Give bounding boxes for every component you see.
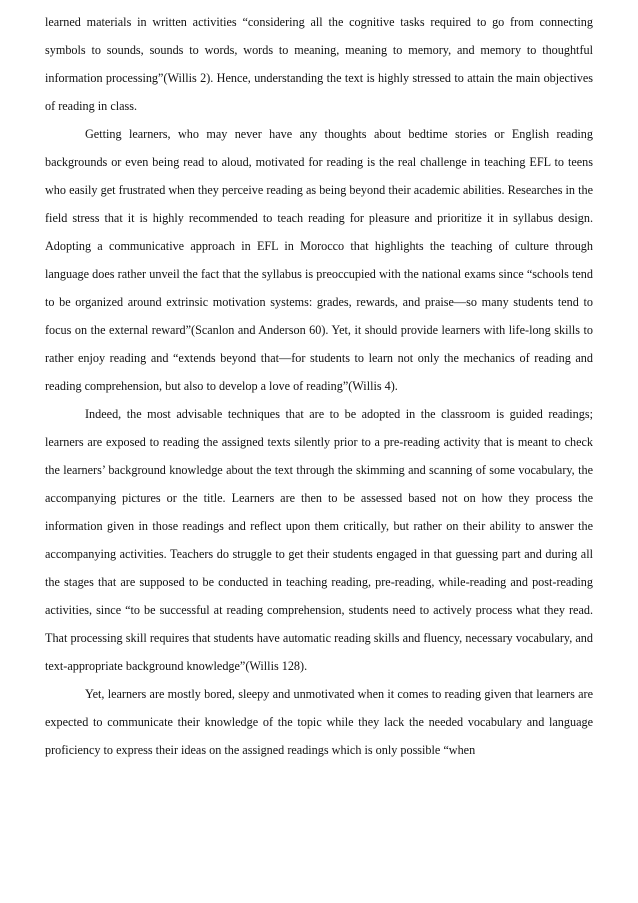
paragraph-2: Getting learners, who may never have any thoughts about bedtime stories or English reading backgrounds or even being read to aloud, motivated for reading is the real challenge in teaching EFL to teens who easily get frustrated when they perceive reading as being beyond their academic abilities. Researches in the field stress that it is highly recommended to teach reading for pleasure and prioritize it in syllabus design. Adopting a communicative approach in EFL in Morocco that highlights the teaching of culture through language does rather unveil the fact that the syllabus is preoccupied with the national exams since “schools tend to be organized around extrinsic motivation systems: grades, rewards, and praise—so many students tend to focus on the external reward”(Scanlon and Anderson 60). Yet, it should provide learners with life-long skills to rather enjoy reading and “extends beyond that—for students to learn not only the mechanics of reading and reading comprehension, but also to develop a love of reading”(Willis 4). [45,127,593,393]
document-page [45,8,593,764]
paragraph-3: Indeed, the most advisable techniques that are to be adopted in the classroom is guided readings; learners are exposed to reading the assigned texts silently prior to a pre-reading activity that is meant to check the learners’ background knowledge about the text through the skimming and scanning of some vocabulary, the accompanying pictures or the title. Learners are then to be assessed based not on how they process the information given in those readings and reflect upon them critically, but rather on their ability to answer the accompanying activities. Teachers do struggle to get their students engaged in that guessing part and during all the stages that are supposed to be conducted in teaching reading, pre-reading, while-reading and post-reading activities, since “to be successful at reading comprehension, students need to actively process what they read. That processing skill requires that students have automatic reading skills and fluency, necessary vocabulary, and text-appropriate background knowledge”(Willis 128). [45,407,593,673]
paragraph-1: learned materials in written activities “considering all the cognitive tasks required to go from connecting symbols to sounds, sounds to words, words to meaning, meaning to memory, and memory to thoughtful information processing”(Willis 2). Hence, understanding the text is highly stressed to attain the main objectives of reading in class. [45,15,593,113]
paragraph-4: Yet, learners are mostly bored, sleepy and unmotivated when it comes to reading given that learners are expected to communicate their knowledge of the topic while they lack the needed vocabulary and language proficiency to express their ideas on the assigned readings which is only possible “when [45,687,593,757]
